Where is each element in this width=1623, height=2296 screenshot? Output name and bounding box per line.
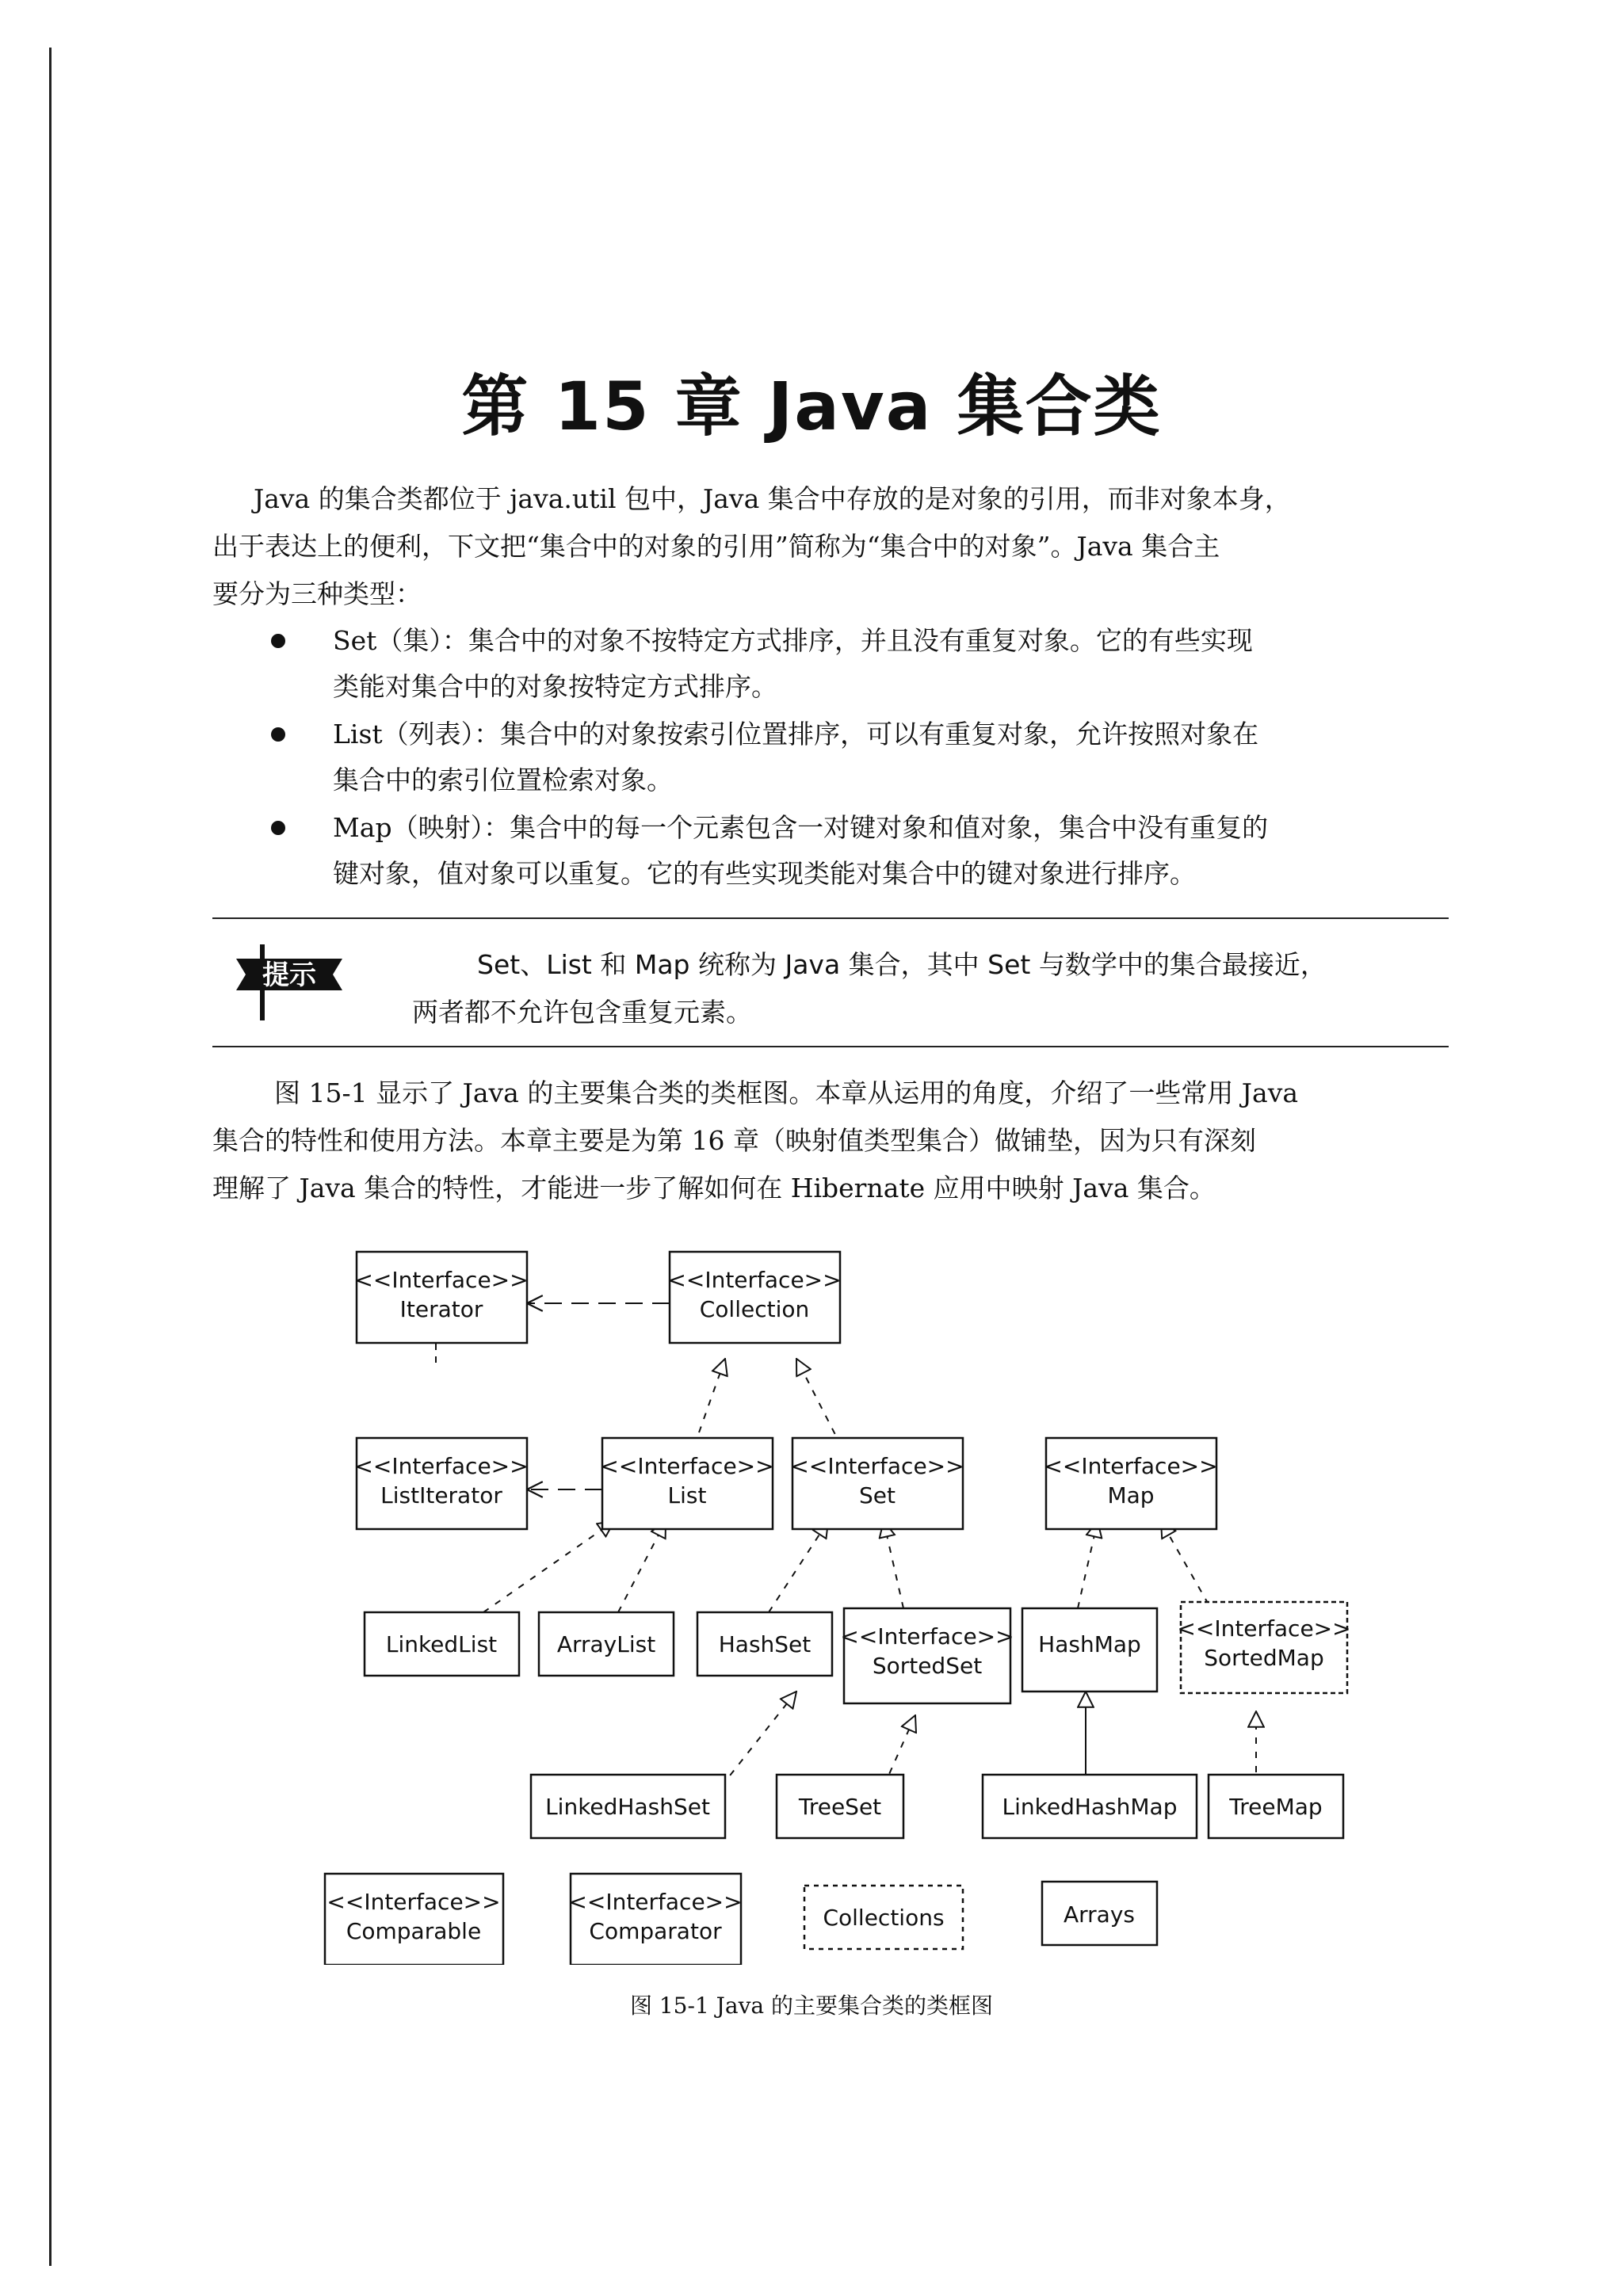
intro-line-2: 出于表达上的便利，下文把“集合中的对象的引用”简称为“集合中的对象”。Java 集合主 xyxy=(212,531,1220,562)
collection-types-list xyxy=(262,618,1450,898)
hashmap-label: HashMap xyxy=(1038,1631,1141,1657)
edge-linkedhashset-hashset xyxy=(721,1691,796,1787)
arrays-label: Arrays xyxy=(1063,1901,1136,1928)
linkedhashmap-label: LinkedHashMap xyxy=(1002,1794,1178,1820)
map-label: Map xyxy=(1107,1482,1155,1508)
comparable-label: Comparable xyxy=(346,1918,482,1944)
tip-bottom-rule xyxy=(212,1046,1449,1047)
comparator-label: Comparator xyxy=(589,1918,722,1944)
set-label: Set xyxy=(859,1482,896,1508)
collections-label: Collections xyxy=(823,1905,945,1931)
edge-linkedlist-list xyxy=(483,1521,614,1612)
comparable-stereotype: <<Interface>> xyxy=(327,1889,501,1915)
map-stereotype: <<Interface>> xyxy=(1044,1453,1218,1479)
edge-hashset-set xyxy=(769,1521,828,1612)
iterator-stereotype: <<Interface>> xyxy=(354,1267,529,1293)
edge-hashmap-map xyxy=(1078,1521,1098,1608)
bullet-icon xyxy=(271,727,285,742)
chapter-title: 第 15 章 Java 集合类 xyxy=(461,368,1162,446)
fig-line-2: 集合的特性和使用方法。本章主要是为第 16 章（映射值类型集合）做铺垫，因为只有深刻 xyxy=(212,1125,1256,1156)
list-item-list xyxy=(262,711,1450,803)
list-item-map xyxy=(262,805,1450,897)
list-line-2: 集合中的索引位置检索对象。 xyxy=(333,765,673,795)
tip-badge-icon xyxy=(230,943,349,1022)
treeset-label: TreeSet xyxy=(798,1794,882,1820)
linkedlist-label: LinkedList xyxy=(385,1631,498,1657)
edge-arraylist-list xyxy=(618,1521,666,1612)
intro-line-3: 要分为三种类型： xyxy=(212,578,422,609)
iterator-label: Iterator xyxy=(399,1296,483,1322)
sortedset-stereotype: <<Interface>> xyxy=(840,1623,1014,1650)
edge-sortedmap-map xyxy=(1161,1521,1209,1604)
listiterator-label: ListIterator xyxy=(380,1482,502,1508)
arraylist-label: ArrayList xyxy=(556,1631,656,1657)
class-diagram xyxy=(301,1236,1355,1965)
set-line-1: Set（集）：集合中的对象不按特定方式排序，并且没有重复对象。它的有些实现 xyxy=(333,625,1253,656)
tip-line-1: Set、List 和 Map 统称为 Java 集合，其中 Set 与数学中的集合最接近， xyxy=(477,949,1327,980)
hashset-label: HashSet xyxy=(718,1631,812,1657)
tip-top-rule xyxy=(212,917,1449,919)
linkedhashset-label: LinkedHashSet xyxy=(545,1794,710,1820)
tip-text xyxy=(412,941,1442,1036)
map-line-2: 键对象，值对象可以重复。它的有些实现类能对集合中的键对象进行排序。 xyxy=(333,858,1196,889)
set-stereotype: <<Interface>> xyxy=(790,1453,964,1479)
intro-line-1: Java 的集合类都位于 java.util 包中，Java 集合中存放的是对象的引用，而非对象本身， xyxy=(254,483,1291,514)
fig-line-1: 图 15-1 显示了 Java 的主要集合类的类框图。本章从运用的角度，介绍了一些常用 Java xyxy=(274,1077,1299,1108)
set-line-2: 类能对集合中的对象按特定方式排序。 xyxy=(333,671,777,702)
collection-label: Collection xyxy=(699,1296,810,1322)
list-item-set xyxy=(262,618,1450,710)
edge-sortedset-set xyxy=(884,1521,903,1608)
bullet-icon xyxy=(271,634,285,648)
tip-badge-label: 提示 xyxy=(262,959,316,991)
fig-line-3: 理解了 Java 集合的特性，才能进一步了解如何在 Hibernate 应用中映射 Java 集合。 xyxy=(212,1173,1216,1203)
treemap-label: TreeMap xyxy=(1229,1794,1323,1820)
bullet-icon xyxy=(271,821,285,835)
sortedmap-stereotype: <<Interface>> xyxy=(1177,1615,1351,1642)
map-line-1: Map（映射）：集合中的每一个元素包含一对键对象和值对象，集合中没有重复的 xyxy=(333,812,1269,843)
figure-caption: 图 15-1 Java 的主要集合类的类框图 xyxy=(629,1993,994,2019)
sortedset-label: SortedSet xyxy=(872,1653,983,1679)
tip-line-2: 两者都不允许包含重复元素。 xyxy=(412,997,752,1028)
collection-stereotype: <<Interface>> xyxy=(667,1267,842,1293)
listiterator-stereotype: <<Interface>> xyxy=(354,1453,529,1479)
figure-intro-paragraph xyxy=(212,1070,1449,1212)
comparator-stereotype: <<Interface>> xyxy=(568,1889,743,1915)
list-line-1: List（列表）：集合中的对象按索引位置排序，可以有重复对象，允许按照对象在 xyxy=(333,719,1259,749)
sortedmap-label: SortedMap xyxy=(1204,1645,1324,1671)
intro-paragraph xyxy=(212,475,1449,618)
list-label: List xyxy=(667,1482,707,1508)
list-stereotype: <<Interface>> xyxy=(600,1453,774,1479)
